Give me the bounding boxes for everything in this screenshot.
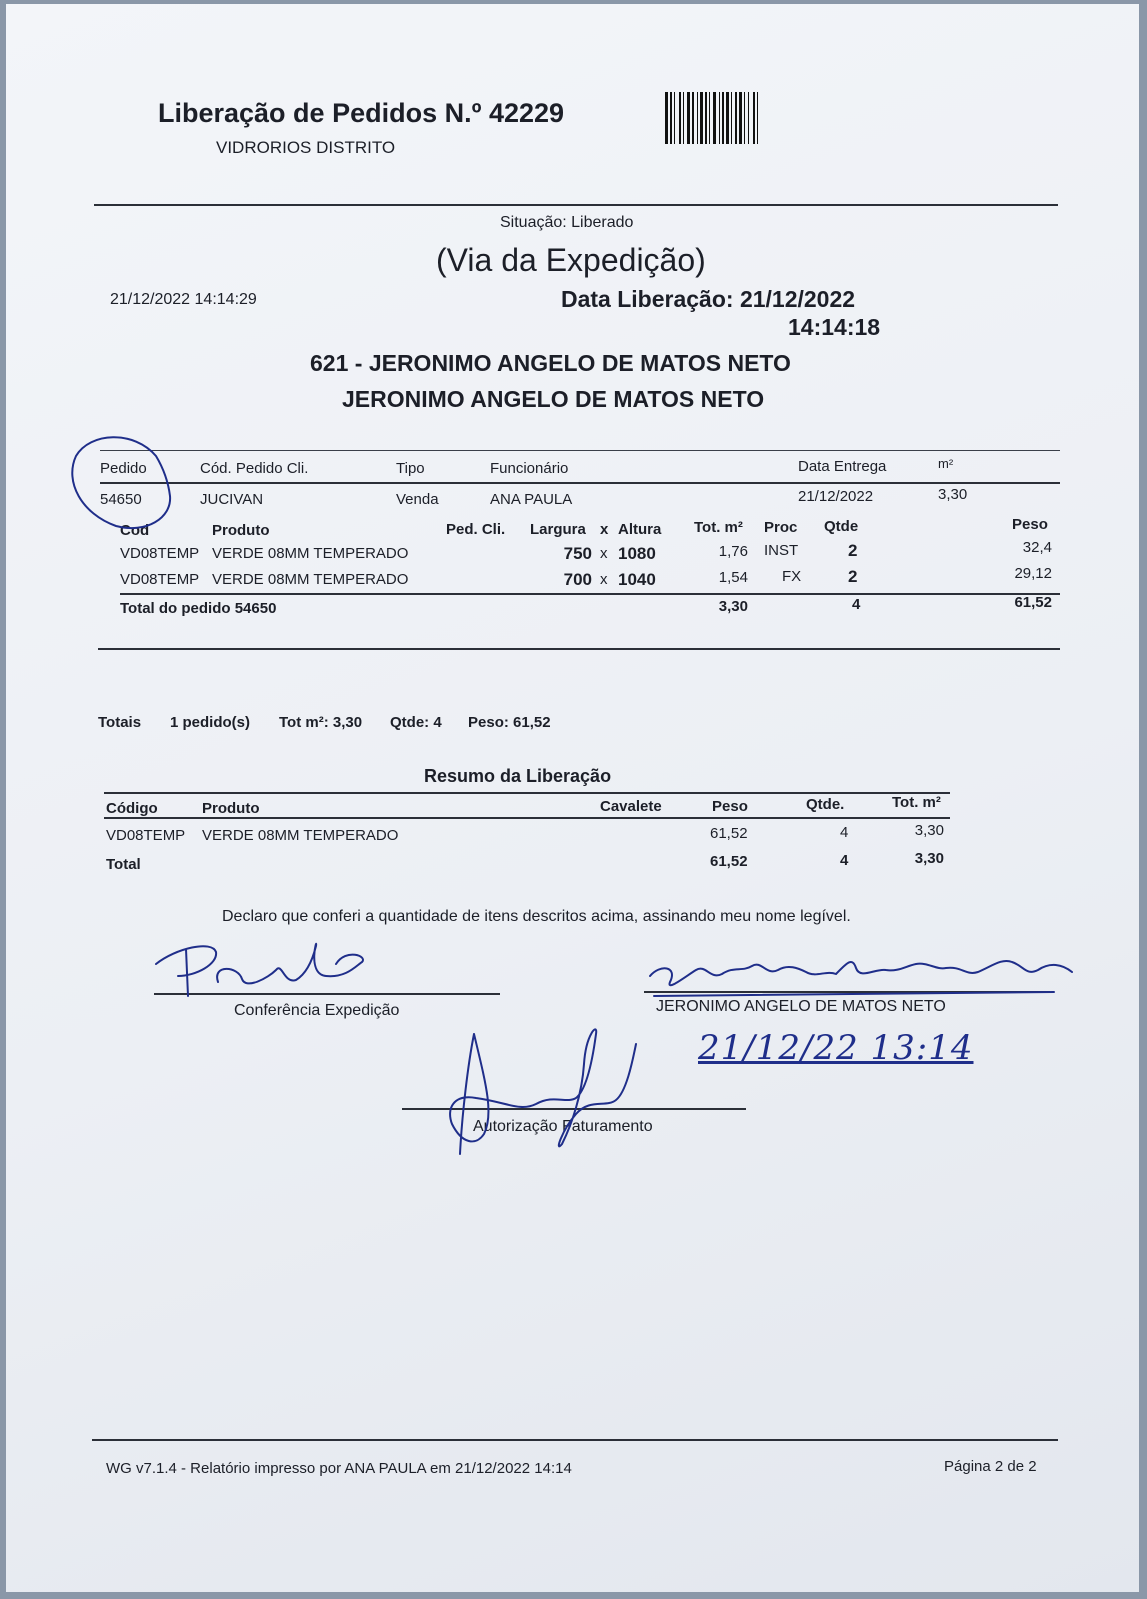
col-header-tipo: Tipo bbox=[396, 460, 425, 477]
item-cod: VD08TEMP bbox=[120, 571, 200, 588]
col-header-altura: Altura bbox=[618, 521, 662, 538]
funcionario: ANA PAULA bbox=[490, 491, 573, 508]
item-largura: 750 bbox=[563, 544, 592, 563]
total-pedido-m2: 3,30 bbox=[718, 598, 748, 615]
item-qtde: 2 bbox=[848, 541, 858, 560]
autorizacao-signature bbox=[450, 1029, 636, 1154]
autorizacao-label: Autorização Faturamento bbox=[473, 1118, 653, 1135]
document-page bbox=[6, 4, 1139, 1592]
resumo-codigo: VD08TEMP bbox=[106, 827, 186, 844]
col-header-largura: Largura bbox=[530, 521, 586, 538]
total-pedido-peso: 61,52 bbox=[1014, 594, 1052, 611]
resumo-total-label: Total bbox=[106, 856, 141, 873]
item-x: x bbox=[600, 571, 608, 588]
col-header-tot-m2: Tot. m² bbox=[694, 519, 743, 536]
data-entrega: 21/12/2022 bbox=[798, 488, 874, 505]
resumo-col-produto: Produto bbox=[202, 800, 260, 817]
via-label: (Via da Expedição) bbox=[436, 242, 706, 278]
item-altura: 1040 bbox=[618, 570, 656, 589]
col-header-produto: Produto bbox=[212, 522, 270, 539]
resumo-peso: 61,52 bbox=[710, 825, 748, 842]
data-liberacao: Data Liberação: 21/12/2022 bbox=[561, 286, 856, 312]
col-header-data-entrega: Data Entrega bbox=[798, 458, 887, 475]
total-pedido-label: Total do pedido 54650 bbox=[120, 600, 277, 617]
item-produto: VERDE 08MM TEMPERADO bbox=[212, 571, 409, 588]
resumo-col-codigo: Código bbox=[106, 800, 158, 817]
item-proc: FX bbox=[782, 568, 802, 585]
item-proc: INST bbox=[764, 542, 799, 559]
totais-peso: Peso: 61,52 bbox=[468, 714, 551, 731]
col-header-qtde: Qtde bbox=[824, 518, 859, 535]
pedido-number: 54650 bbox=[100, 491, 142, 508]
resumo-produto: VERDE 08MM TEMPERADO bbox=[202, 827, 399, 844]
client-name-secondary: JERONIMO ANGELO DE MATOS NETO bbox=[342, 386, 765, 412]
col-header-x: x bbox=[600, 521, 609, 538]
col-header-cod-pedido-cli: Cód. Pedido Cli. bbox=[200, 460, 309, 477]
item-qtde: 2 bbox=[848, 567, 858, 586]
footer-page-number: Página 2 de 2 bbox=[944, 1458, 1037, 1475]
total-pedido-qtde: 4 bbox=[852, 596, 861, 613]
item-tot-m2: 1,76 bbox=[718, 543, 748, 560]
footer-divider bbox=[92, 1439, 1058, 1441]
item-cod: VD08TEMP bbox=[120, 545, 200, 562]
col-header-proc: Proc bbox=[764, 519, 798, 536]
item-x: x bbox=[600, 545, 608, 562]
declaration-text: Declaro que conferi a quantidade de itens descritos acima, assinando meu nome legível. bbox=[222, 908, 851, 925]
col-header-cod: Cod bbox=[120, 522, 150, 539]
col-header-peso: Peso bbox=[1012, 516, 1048, 533]
resumo-col-peso: Peso bbox=[712, 798, 748, 815]
totais-label: Totais bbox=[98, 714, 142, 731]
totais-pedidos: 1 pedido(s) bbox=[170, 714, 251, 731]
client-name: 621 - JERONIMO ANGELO DE MATOS NETO bbox=[310, 350, 791, 376]
resumo-title: Resumo da Liberação bbox=[424, 766, 612, 786]
conferencia-signature bbox=[156, 944, 363, 996]
m2-value: 3,30 bbox=[938, 486, 968, 503]
situacao: Situação: Liberado bbox=[500, 214, 634, 231]
pedido-circle bbox=[72, 437, 170, 528]
company-name: VIDRORIOS DISTRITO bbox=[216, 138, 396, 157]
handwriting-overlay bbox=[6, 4, 1139, 1204]
resumo-col-cavalete: Cavalete bbox=[600, 798, 662, 815]
item-altura: 1080 bbox=[618, 544, 656, 563]
resumo-total-qtde: 4 bbox=[840, 852, 849, 869]
item-produto: VERDE 08MM TEMPERADO bbox=[212, 545, 409, 562]
col-header-m2: m² bbox=[938, 456, 954, 471]
resumo-total-peso: 61,52 bbox=[710, 853, 748, 870]
item-peso: 29,12 bbox=[1014, 565, 1052, 582]
resumo-qtde: 4 bbox=[840, 824, 849, 841]
tipo: Venda bbox=[396, 491, 439, 508]
col-header-ped-cli: Ped. Cli. bbox=[446, 521, 506, 538]
cliente-label: JERONIMO ANGELO DE MATOS NETO bbox=[656, 998, 946, 1015]
item-peso: 32,4 bbox=[1022, 539, 1052, 556]
totais-qtde: Qtde: 4 bbox=[390, 714, 442, 731]
footer-print-info: WG v7.1.4 - Relatório impresso por ANA PAULA em 21/12/2022 14:14 bbox=[106, 1460, 572, 1477]
resumo-tot-m2: 3,30 bbox=[914, 822, 944, 839]
cod-pedido-cli: JUCIVAN bbox=[200, 491, 264, 508]
totais-m2: Tot m²: 3,30 bbox=[279, 714, 363, 731]
col-header-pedido: Pedido bbox=[100, 460, 147, 477]
conferencia-label: Conferência Expedição bbox=[234, 1002, 400, 1019]
print-timestamp: 21/12/2022 14:14:29 bbox=[110, 291, 257, 308]
resumo-total-m2: 3,30 bbox=[914, 850, 944, 867]
cliente-signature bbox=[650, 961, 1072, 996]
handwritten-date: 21/12/22 13:14 bbox=[698, 1028, 974, 1068]
item-largura: 700 bbox=[563, 570, 592, 589]
item-tot-m2: 1,54 bbox=[718, 569, 748, 586]
col-header-funcionario: Funcionário bbox=[490, 460, 569, 477]
document-title: Liberação de Pedidos N.º 42229 bbox=[158, 98, 565, 128]
resumo-col-tot-m2: Tot. m² bbox=[892, 794, 941, 811]
data-liberacao-time: 14:14:18 bbox=[788, 314, 881, 340]
resumo-col-qtde: Qtde. bbox=[806, 796, 845, 813]
